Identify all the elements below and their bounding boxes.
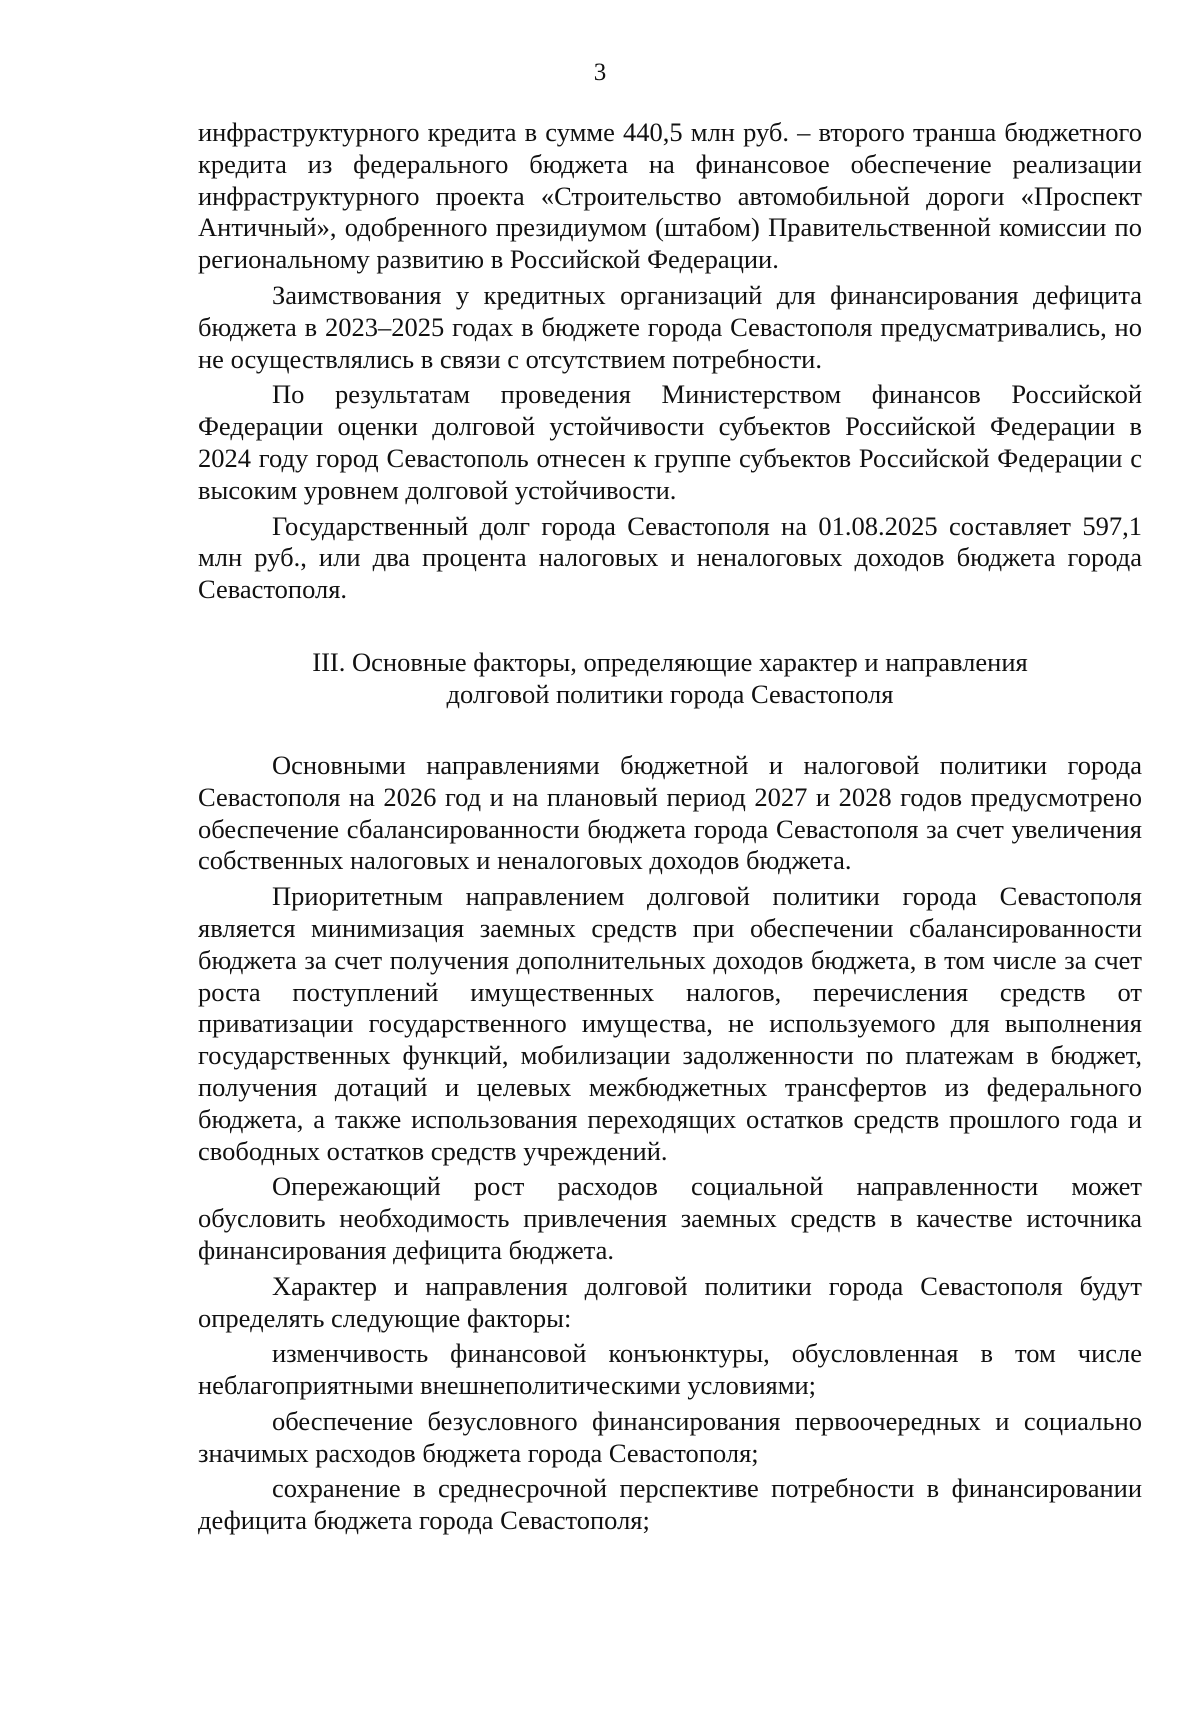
list-item-priority-financing: обеспечение безусловного финансирования первоочередных и социально значимых расходов бюджета города Севастополя;	[198, 1405, 1142, 1468]
section-heading-line-2: долговой политики города Севастополя	[446, 678, 894, 709]
paragraph-social-expenses: Опережающий рост расходов социальной направленности может обусловить необходимость привлечения заемных средств в качестве источника финансирования дефицита бюджета.	[198, 1171, 1142, 1265]
section-heading	[198, 646, 1142, 710]
paragraph-debt-sustainability: По результатам проведения Министерством финансов Российской Федерации оценки долговой устойчивости субъектов Российской Федерации в 2024 году город Севастополь отнесен к группе субъектов Российской Федерации с высоким уровнем долговой устойчивости.	[198, 379, 1142, 505]
page-number: 3	[593, 59, 607, 86]
paragraph-credit-organizations: Заимствования у кредитных организаций для финансирования дефицита бюджета в 2023–2025 годах в бюджете города Севастополя предусматривались, но не осуществлялись в связи с отсутствием потребности.	[198, 279, 1142, 374]
paragraph-infrastructure-credit: инфраструктурного кредита в сумме 440,5 млн руб. – второго транша бюджетного кредита из федерального бюджета на финансовое обеспечение реализации инфраструктурного проекта «Строительство автомобильной дороги «Проспект Античный», одобренного президиумом (штабом) Правительственной комиссии по региональному развитию в Российской Федерации.	[198, 117, 1142, 275]
paragraph-priority-direction: Приоритетным направлением долговой политики города Севастополя является минимизация заемных средств при обеспечении сбалансированности бюджета за счет получения дополнительных доходов бюджета, в том числе за счет роста поступлений имущественных налогов, перечисления средств от приватизации государственного имущества, не используемого для выполнения государственных функций, мобилизации задолженности по платежам в бюджет, получения дотаций и целевых межбюджетных трансфертов из федерального бюджета, а также использования переходящих остатков средств прошлого года и свободных остатков средств учреждений.	[198, 881, 1142, 1166]
paragraph-state-debt: Государственный долг города Севастополя на 01.08.2025 составляет 597,1 млн руб., или два процента налоговых и неналоговых доходов бюджета города Севастополя.	[198, 510, 1142, 605]
section-heading-line-1: III. Основные факторы, определяющие характер и направления	[312, 646, 1028, 677]
paragraph-factors-intro: Характер и направления долговой политики города Севастополя будут определять следующие факторы:	[198, 1270, 1142, 1333]
document-body	[198, 117, 1142, 1541]
list-item-financial-conditions: изменчивость финансовой конъюнктуры, обусловленная в том числе неблагоприятными внешнеполитическими условиями;	[198, 1338, 1142, 1401]
list-item-deficit-financing: сохранение в среднесрочной перспективе потребности в финансировании дефицита бюджета города Севастополя;	[198, 1473, 1142, 1536]
paragraph-main-directions: Основными направлениями бюджетной и налоговой политики города Севастополя на 2026 год и на плановый период 2027 и 2028 годов предусмотрено обеспечение сбалансированности бюджета города Севастополя за счет увеличения собственных налоговых и неналоговых доходов бюджета.	[198, 749, 1142, 876]
